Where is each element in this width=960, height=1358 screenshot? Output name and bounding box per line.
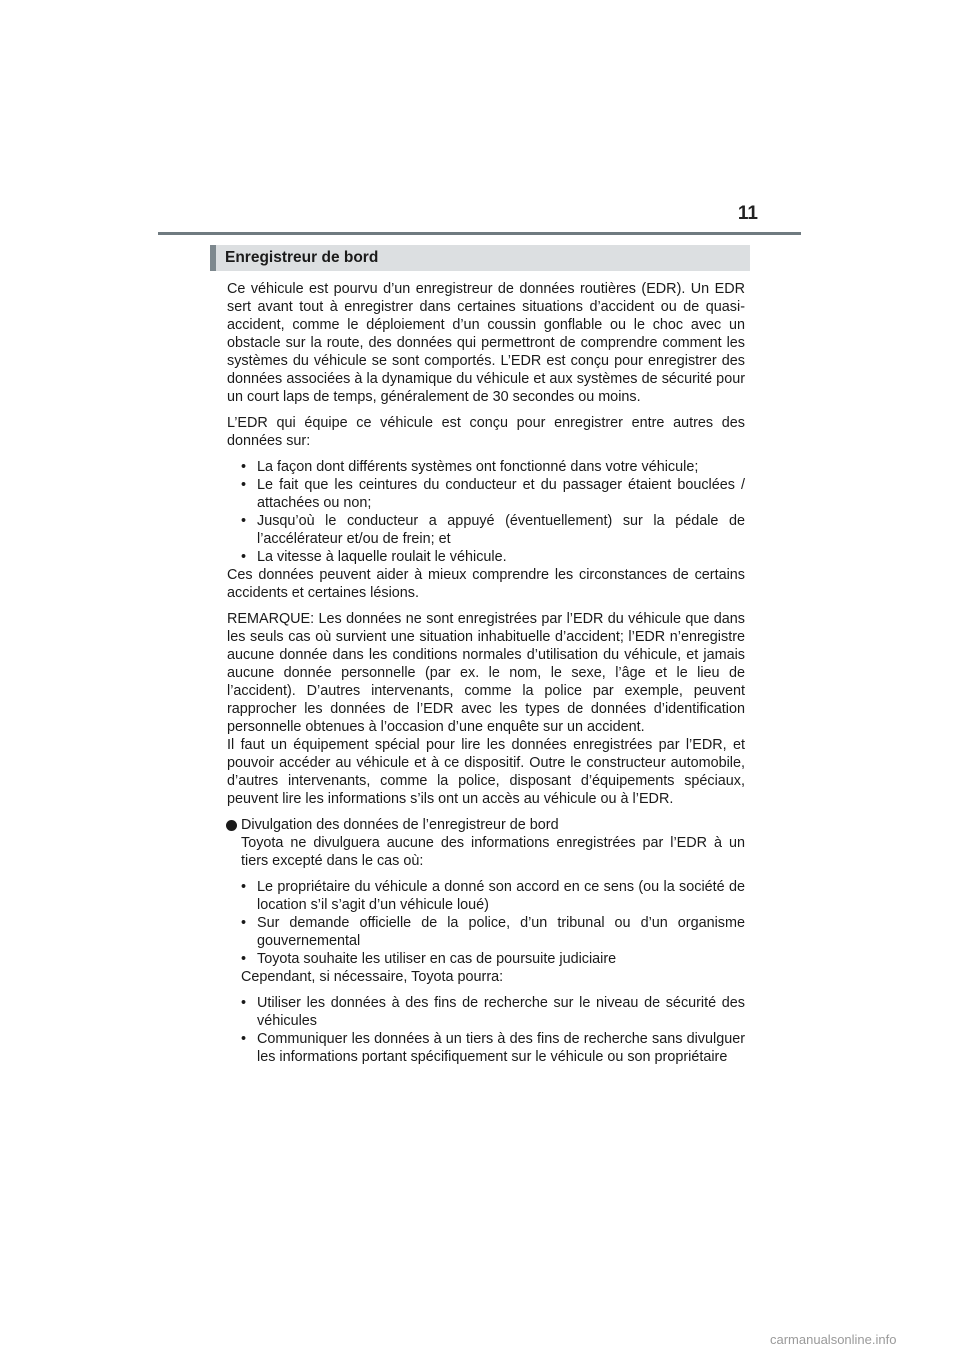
bullet-mark: •: [241, 477, 247, 493]
list-item: [241, 476, 745, 512]
bullet-mark: •: [241, 879, 247, 895]
page-body: [227, 280, 745, 1066]
watermark: carmanualsonline.info: [770, 1332, 897, 1347]
list-item: [241, 878, 745, 914]
disclosure-however: Cependant, si nécessaire, Toyota pourra:: [241, 969, 504, 985]
list-item-text: Jusqu’où le conducteur a appuyé (éventuellement) sur la pédale de l’accélérateur et/ou de frein; et: [257, 513, 745, 547]
list-item: [241, 914, 745, 950]
list-item: [241, 458, 745, 476]
recorded-data-list: [227, 458, 745, 566]
list-item: [241, 994, 745, 1030]
bullet-mark: •: [241, 459, 247, 475]
disclosure-intro: Toyota ne divulguera aucune des informations enregistrées par l’EDR à un tiers excepté dans le cas où:: [241, 835, 745, 869]
remarque-paragraph: REMARQUE: Les données ne sont enregistrées par l’EDR du véhicule que dans les seuls cas où survient une situation inhabituelle d’accident; l’EDR n’enregistre aucune donnée dans les conditions normales d’utilisation du véhicule, et jamais aucune donnée personnelle (par ex. le nom, le sexe, l’âge et le lieu de l’accident). D’autres intervenants, comme la police par exemple, peuvent rapprocher les données de l’EDR avec les types de données d’identification personnelle obtenues à l’occasion d’une enquête sur un accident.: [227, 611, 745, 735]
bullet-mark: •: [241, 513, 247, 529]
bullet-circle-icon: [226, 820, 237, 831]
disclosure-uses-list: [241, 994, 745, 1066]
list-item-text: Le fait que les ceintures du conducteur et du passager étaient bouclées / attachées ou non;: [257, 477, 745, 511]
list-item-text: La façon dont différents systèmes ont fonctionné dans votre véhicule;: [257, 459, 699, 475]
section-title: Enregistreur de bord: [210, 245, 750, 271]
list-item: [241, 548, 745, 566]
list-item-text: Utiliser les données à des fins de recherche sur le niveau de sécurité des véhicules: [257, 995, 745, 1029]
after-list-paragraph: Ces données peuvent aider à mieux comprendre les circonstances de certains accidents et certaines lésions.: [227, 567, 745, 601]
list-item-text: Toyota souhaite les utiliser en cas de poursuite judiciaire: [257, 951, 617, 967]
bullet-mark: •: [241, 1031, 247, 1047]
list-item-text: Sur demande officielle de la police, d’un tribunal ou d’un organisme gouvernemental: [257, 915, 745, 949]
equipment-paragraph: Il faut un équipement spécial pour lire les données enregistrées par l’EDR, et pouvoir accéder au véhicule et à ce dispositif. Outre le constructeur automobile, d’autres intervenants, comme la police, disposant d’équipements spéciaux, peuvent lire les informations s’ils ont un accès au véhicule ou à l’EDR.: [227, 737, 745, 807]
header-rule: [158, 232, 801, 235]
list-item-text: Le propriétaire du véhicule a donné son accord en ce sens (ou la société de location s’il s’agit d’un véhicule loué): [257, 879, 745, 913]
intro-paragraph: Ce véhicule est pourvu d’un enregistreur de données routières (EDR). Un EDR sert avant tout à enregistrer dans certaines situations d’accident ou de quasi-accident, comme le déploiement d’un coussin gonflable ou le choc avec un obstacle sur la route, des données qui permettront de comprendre comment les systèmes du véhicule se sont comportés. L’EDR est conçu pour enregistrer des données associées à la dynamique du véhicule et aux systèmes de sécurité pour un court laps de temps, généralement de 30 secondes ou moins.: [227, 281, 745, 405]
disclosure-cases-list: [241, 878, 745, 968]
bullet-mark: •: [241, 951, 247, 967]
page-number: 11: [737, 203, 758, 224]
bullet-mark: •: [241, 995, 247, 1011]
intro-paragraph: L’EDR qui équipe ce véhicule est conçu pour enregistrer entre autres des données sur:: [227, 415, 745, 449]
bullet-mark: •: [241, 549, 247, 565]
list-item: [241, 1030, 745, 1066]
disclosure-section: [227, 816, 745, 1066]
bullet-mark: •: [241, 915, 247, 931]
list-item-text: Communiquer les données à un tiers à des fins de recherche sans divulguer les informations portant spécifiquement sur le véhicule ou son propriétaire: [257, 1031, 745, 1065]
disclosure-heading: Divulgation des données de l’enregistreur de bord: [241, 817, 559, 833]
list-item: [241, 512, 745, 548]
list-item: [241, 950, 745, 968]
list-item-text: La vitesse à laquelle roulait le véhicule.: [257, 549, 507, 565]
